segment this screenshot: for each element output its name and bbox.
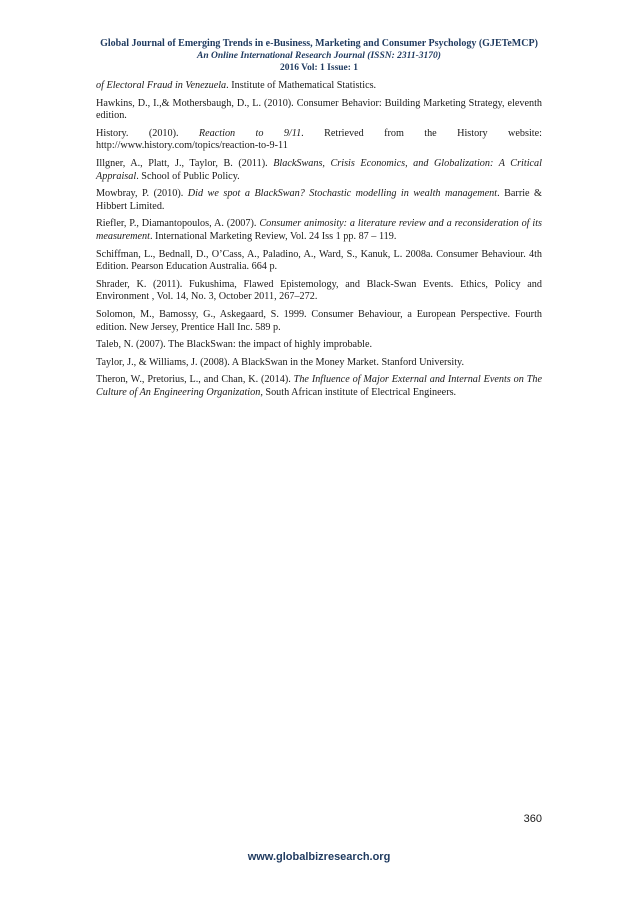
reference-text: History. (2010). (96, 127, 199, 139)
reference-entry (96, 218, 542, 243)
reference-title-italic: Consumer animosity: a literature review and a reconsideration of its measurement (96, 218, 542, 242)
reference-entry (96, 158, 542, 183)
reference-list (96, 80, 542, 404)
reference-entry (96, 279, 542, 304)
reference-text: . International Marketing Review, Vol. 24 Iss 1 pp. 87 – 119. (149, 230, 397, 242)
reference-text: Hawkins, D., I.,& Mothersbaugh, D., L. (2010). Consumer Behavior: Building Marketing Strategy, eleventh edition. (96, 97, 542, 122)
reference-title-italic: BlackSwans, Crisis Economics, and Globalization: A Critical Appraisal (96, 157, 542, 182)
reference-text: Shrader, K. (2011). Fukushima, Flawed Epistemology, and Black-Swan Events. Ethics, Policy and Environment , Vol. 14, No. 3, October 2011, 267–272. (96, 278, 542, 303)
reference-entry (96, 309, 542, 334)
reference-text: Illgner, A., Platt, J., Taylor, B. (2011). (96, 157, 274, 169)
reference-title-italic: The Influence of Major External and Internal Events on The Culture of An Engineering Organization (96, 374, 542, 398)
reference-entry (96, 249, 542, 274)
reference-entry (96, 128, 542, 153)
reference-text: . Institute of Mathematical Statistics. (226, 80, 377, 91)
reference-entry (96, 98, 542, 123)
journal-header (60, 38, 578, 74)
reference-text: Theron, W., Pretorius, L., and Chan, K. (2014). (96, 374, 294, 386)
journal-title: Global Journal of Emerging Trends in e-Business, Marketing and Consumer Psychology (GJETeMCP) (100, 38, 538, 49)
reference-entry (96, 339, 542, 352)
reference-entry (96, 374, 542, 399)
reference-entry (96, 357, 542, 370)
reference-text: . Retrieved from the History website: http://www.history.com/topics/reaction-to-9-11 (96, 127, 542, 152)
reference-entry (96, 80, 542, 93)
reference-text: Riefler, P., Diamantopoulos, A. (2007). (96, 218, 260, 230)
reference-text: Taylor, J., & Williams, J. (2008). A BlackSwan in the Money Market. Stanford University. (96, 356, 464, 368)
reference-text: Solomon, M., Bamossy, G., Askegaard, S. 1999. Consumer Behaviour, a European Perspective. Fourth edition. New Jersey, Prentice Hall Inc. 589 p. (96, 308, 542, 333)
reference-text: Mowbray, P. (2010). (96, 188, 188, 200)
reference-text: . School of Public Policy. (136, 170, 240, 182)
reference-text: Schiffman, L., Bednall, D., O’Cass, A., Paladino, A., Ward, S., Kanuk, L. 2008a. Consumer Behaviour. 4th Edition. Pearson Education Australia. 664 p. (96, 248, 542, 273)
reference-text: Taleb, N. (2007). The BlackSwan: the impact of highly improbable. (96, 339, 373, 351)
reference-entry (96, 188, 542, 213)
journal-subtitle: An Online International Research Journal (ISSN: 2311-3170) (197, 51, 441, 61)
page-number: 360 (523, 813, 542, 825)
footer-url: www.globalbizresearch.org (247, 851, 391, 863)
reference-title-italic: of Electoral Fraud in Venezuela (96, 80, 227, 91)
journal-issue: 2016 Vol: 1 Issue: 1 (279, 63, 359, 73)
reference-text: , South African institute of Electrical Engineers. (260, 386, 457, 398)
reference-title-italic: Reaction to 9/11 (198, 127, 302, 139)
reference-title-italic: Did we spot a BlackSwan? Stochastic modelling in wealth management (187, 188, 498, 200)
reference-text: . Barrie & Hibbert Limited. (96, 188, 542, 212)
